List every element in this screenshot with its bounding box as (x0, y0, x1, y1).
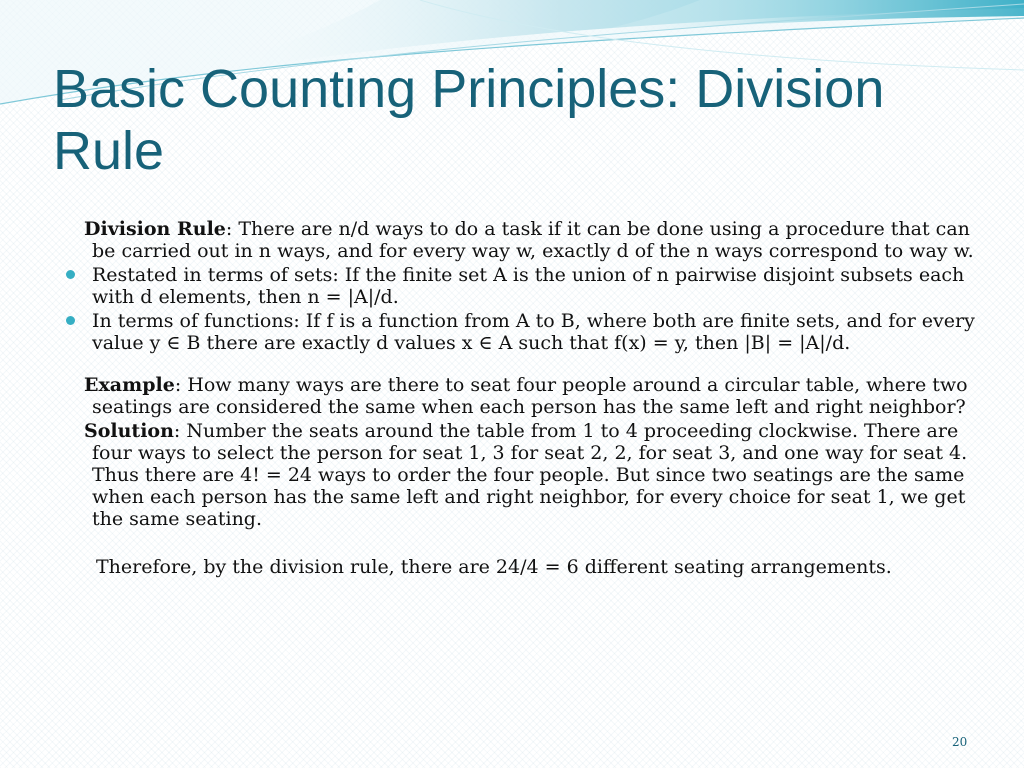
solution-paragraph (66, 420, 981, 530)
slide-title: Basic Counting Principles: Division Rule (53, 59, 885, 181)
division-rule-text: : There are n/d ways to do a task if it can be done using a procedure that can be carried out in n ways, and for every way w, exactly d of the n ways correspond to way w. (92, 218, 974, 262)
division-rule-paragraph (66, 218, 981, 262)
solution-label: Solution (84, 420, 174, 442)
example-label: Example (84, 374, 175, 396)
division-rule-label: Division Rule (84, 218, 226, 240)
page-number: 20 (952, 735, 968, 749)
slide-body (66, 218, 981, 578)
bullet-sets: Restated in terms of sets: If the finite set A is the union of n pairwise disjoint subsets each with d elements, then n = |A|/d. (66, 264, 981, 308)
example-text: : How many ways are there to seat four people around a circular table, where two seatings are considered the same when each person has the same left and right neighbor? (92, 374, 968, 418)
bullet-functions: In terms of functions: If f is a function from A to B, where both are finite sets, and for every value y ∈ B there are exactly d values x ∈ A such that f(x) = y, then |B| = |A|/d. (66, 310, 981, 354)
solution-text: : Number the seats around the table from 1 to 4 proceeding clockwise. There are four ways to select the person for seat 1, 3 for seat 2, 2, for seat 3, and one way for seat 4. Thus there are 4! = 24 ways to order the four people. But since two seatings are the same when each person has the same left and right neighbor, for every choice for seat 1, we get the same seating. (92, 420, 968, 530)
example-paragraph (66, 374, 981, 418)
conclusion-paragraph: Therefore, by the division rule, there are 24/4 = 6 different seating arrangements. (96, 556, 892, 578)
